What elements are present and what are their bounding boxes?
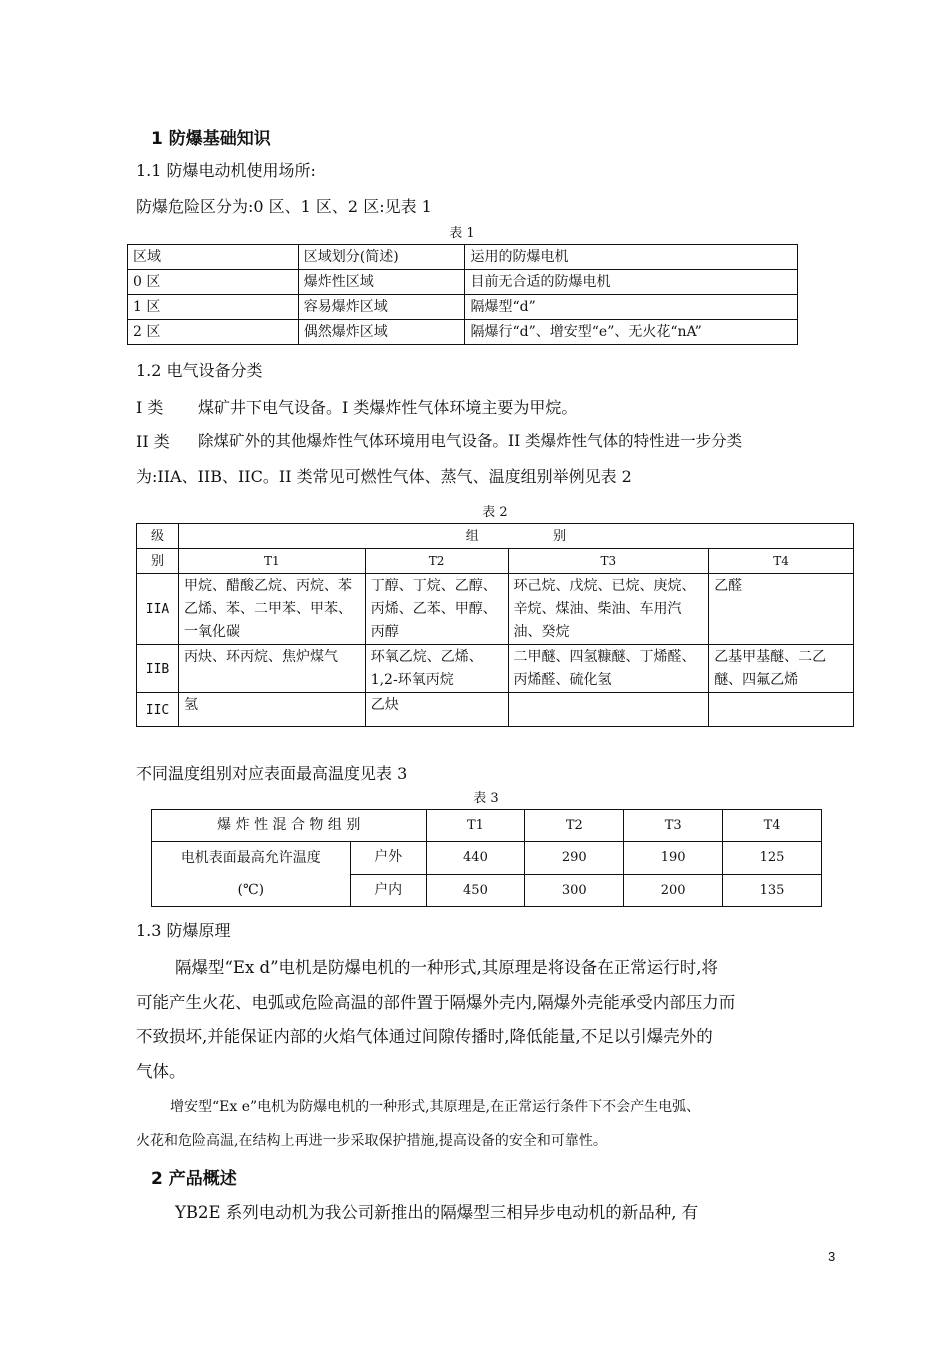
table-cell: 450 bbox=[426, 874, 525, 907]
indoor-label: 户内 bbox=[350, 874, 426, 907]
section-2-heading: 2 产品概述 bbox=[151, 1169, 237, 1189]
section-1-2-title: 1.2 电气设备分类 bbox=[136, 361, 263, 380]
table-header-cell: T1 bbox=[426, 810, 525, 842]
grade-cell: IIA bbox=[137, 574, 179, 645]
table-cell: 氢 bbox=[178, 693, 365, 727]
table-row bbox=[137, 574, 854, 645]
group-header: 组 别 bbox=[178, 524, 853, 549]
table-header-cell: T3 bbox=[624, 810, 723, 842]
table-cell: 容易爆炸区域 bbox=[298, 295, 465, 320]
table-cell: 乙炔 bbox=[365, 693, 508, 727]
table-header-cell: T4 bbox=[723, 810, 822, 842]
class-2-label: II 类 bbox=[136, 432, 170, 451]
table-cell: 190 bbox=[624, 842, 723, 875]
table-cell: 125 bbox=[723, 842, 822, 875]
table-cell: 2 区 bbox=[128, 320, 299, 345]
table-cell: 隔爆型“d” bbox=[465, 295, 798, 320]
table-cell: 甲烷、醋酸乙烷、丙烷、苯乙烯、苯、二甲苯、甲苯、一氧化碳 bbox=[178, 574, 365, 645]
principle-para-1-line-4: 气体。 bbox=[136, 1062, 186, 1081]
principle-para-1-line-2: 可能产生火花、电弧或危险高温的部件置于隔爆外壳内,隔爆外壳能承受内部压力而 bbox=[136, 993, 736, 1012]
table-cell: 偶然爆炸区域 bbox=[298, 320, 465, 345]
table-cell: 290 bbox=[525, 842, 624, 875]
table-cell: 丙炔、环丙烷、焦炉煤气 bbox=[178, 645, 365, 693]
table-1 bbox=[127, 244, 798, 345]
table-cell: 300 bbox=[525, 874, 624, 907]
table-row bbox=[152, 810, 822, 842]
class-2-text: 除煤矿外的其他爆炸性气体环境用电气设备。II 类爆炸性气体的特性进一步分类 bbox=[198, 432, 743, 450]
table-cell: 乙醛 bbox=[709, 574, 854, 645]
table-header-cell: 区域 bbox=[128, 245, 299, 270]
table-cell: 环己烷、戊烷、已烷、庚烷、辛烷、煤油、柴油、车用汽油、癸烷 bbox=[508, 574, 709, 645]
table-header-cell: T4 bbox=[709, 549, 854, 574]
table-cell: 440 bbox=[426, 842, 525, 875]
table-cell: 0 区 bbox=[128, 270, 299, 295]
table-cell: 200 bbox=[624, 874, 723, 907]
table-row bbox=[137, 693, 854, 727]
table-cell: 爆炸性区域 bbox=[298, 270, 465, 295]
table-row bbox=[128, 245, 798, 270]
table-cell: 135 bbox=[723, 874, 822, 907]
max-temp-label-line1: 电机表面最高允许温度 bbox=[180, 850, 321, 866]
section-1-heading: 1 防爆基础知识 bbox=[151, 129, 271, 149]
class-1-label: I 类 bbox=[136, 398, 164, 417]
table-cell: 目前无合适的防爆电机 bbox=[465, 270, 798, 295]
table-row bbox=[137, 645, 854, 693]
page-number: 3 bbox=[828, 1249, 836, 1264]
table-header-cell: T3 bbox=[508, 549, 709, 574]
table-row bbox=[128, 320, 798, 345]
table-header-cell: T1 bbox=[178, 549, 365, 574]
table-2-caption: 表 2 bbox=[482, 505, 508, 520]
table-3-caption: 表 3 bbox=[473, 791, 499, 806]
principle-para-1-line-1: 隔爆型“Ex d”电机是防爆电机的一种形式,其原理是将设备在正常运行时,将 bbox=[175, 958, 719, 977]
section-1-3-title: 1.3 防爆原理 bbox=[136, 921, 231, 940]
max-temp-label-line2: (℃) bbox=[237, 882, 265, 898]
table-row bbox=[128, 295, 798, 320]
table-header-cell: T2 bbox=[525, 810, 624, 842]
table-3 bbox=[151, 809, 822, 907]
table-header-cell: 运用的防爆电机 bbox=[465, 245, 798, 270]
table-3-intro: 不同温度组别对应表面最高温度见表 3 bbox=[136, 764, 408, 783]
table-cell bbox=[508, 693, 709, 727]
grade-cell: IIB bbox=[137, 645, 179, 693]
table-cell bbox=[709, 693, 854, 727]
table-cell: 丁醇、丁烷、乙醇、丙烯、乙苯、甲醇、丙醇 bbox=[365, 574, 508, 645]
group-label-header: 爆 炸 性 混 合 物 组 别 bbox=[152, 810, 427, 842]
section-1-1-text: 防爆危险区分为:0 区、1 区、2 区:见表 1 bbox=[136, 197, 432, 216]
table-header-cell: 区域划分(简述) bbox=[298, 245, 465, 270]
table-cell: 1 区 bbox=[128, 295, 299, 320]
table-cell: 隔爆行“d”、增安型“e”、无火花“nA” bbox=[465, 320, 798, 345]
grade-header-bottom: 别 bbox=[137, 549, 179, 574]
table-row bbox=[137, 549, 854, 574]
table-row bbox=[152, 842, 822, 875]
max-temp-label bbox=[152, 842, 351, 907]
table-cell: 二甲醚、四氢糠醚、丁烯醛、丙烯醛、硫化氢 bbox=[508, 645, 709, 693]
principle-para-1-line-3: 不致损坏,并能保证内部的火焰气体通过间隙传播时,降低能量,不足以引爆壳外的 bbox=[136, 1027, 713, 1046]
table-cell: 环氧乙烷、乙烯、1,2-环氧丙烷 bbox=[365, 645, 508, 693]
class-1-text: 煤矿井下电气设备。I 类爆炸性气体环境主要为甲烷。 bbox=[198, 398, 578, 417]
table-row bbox=[137, 524, 854, 549]
table-1-caption: 表 1 bbox=[449, 226, 475, 241]
class-2-text-cont: 为:IIA、IIB、IIC。II 类常见可燃性气体、蒸气、温度组别举例见表 2 bbox=[136, 467, 632, 486]
table-cell: 乙基甲基醚、二乙醚、四氟乙烯 bbox=[709, 645, 854, 693]
product-overview-text: YB2E 系列电动机为我公司新推出的隔爆型三相异步电动机的新品种, 有 bbox=[175, 1203, 699, 1222]
principle-para-2-line-1: 增安型“Ex e”电机为防爆电机的一种形式,其原理是,在正常运行条件下不会产生电弧、 bbox=[170, 1099, 701, 1115]
table-row bbox=[128, 270, 798, 295]
grade-cell: IIC bbox=[137, 693, 179, 727]
table-2 bbox=[136, 523, 854, 727]
outdoor-label: 户外 bbox=[350, 842, 426, 875]
principle-para-2-line-2: 火花和危险高温,在结构上再进一步采取保护措施,提高设备的安全和可靠性。 bbox=[136, 1133, 607, 1149]
section-1-1-title: 1.1 防爆电动机使用场所: bbox=[136, 161, 316, 180]
table-header-cell: T2 bbox=[365, 549, 508, 574]
grade-header-top: 级 bbox=[137, 524, 179, 549]
